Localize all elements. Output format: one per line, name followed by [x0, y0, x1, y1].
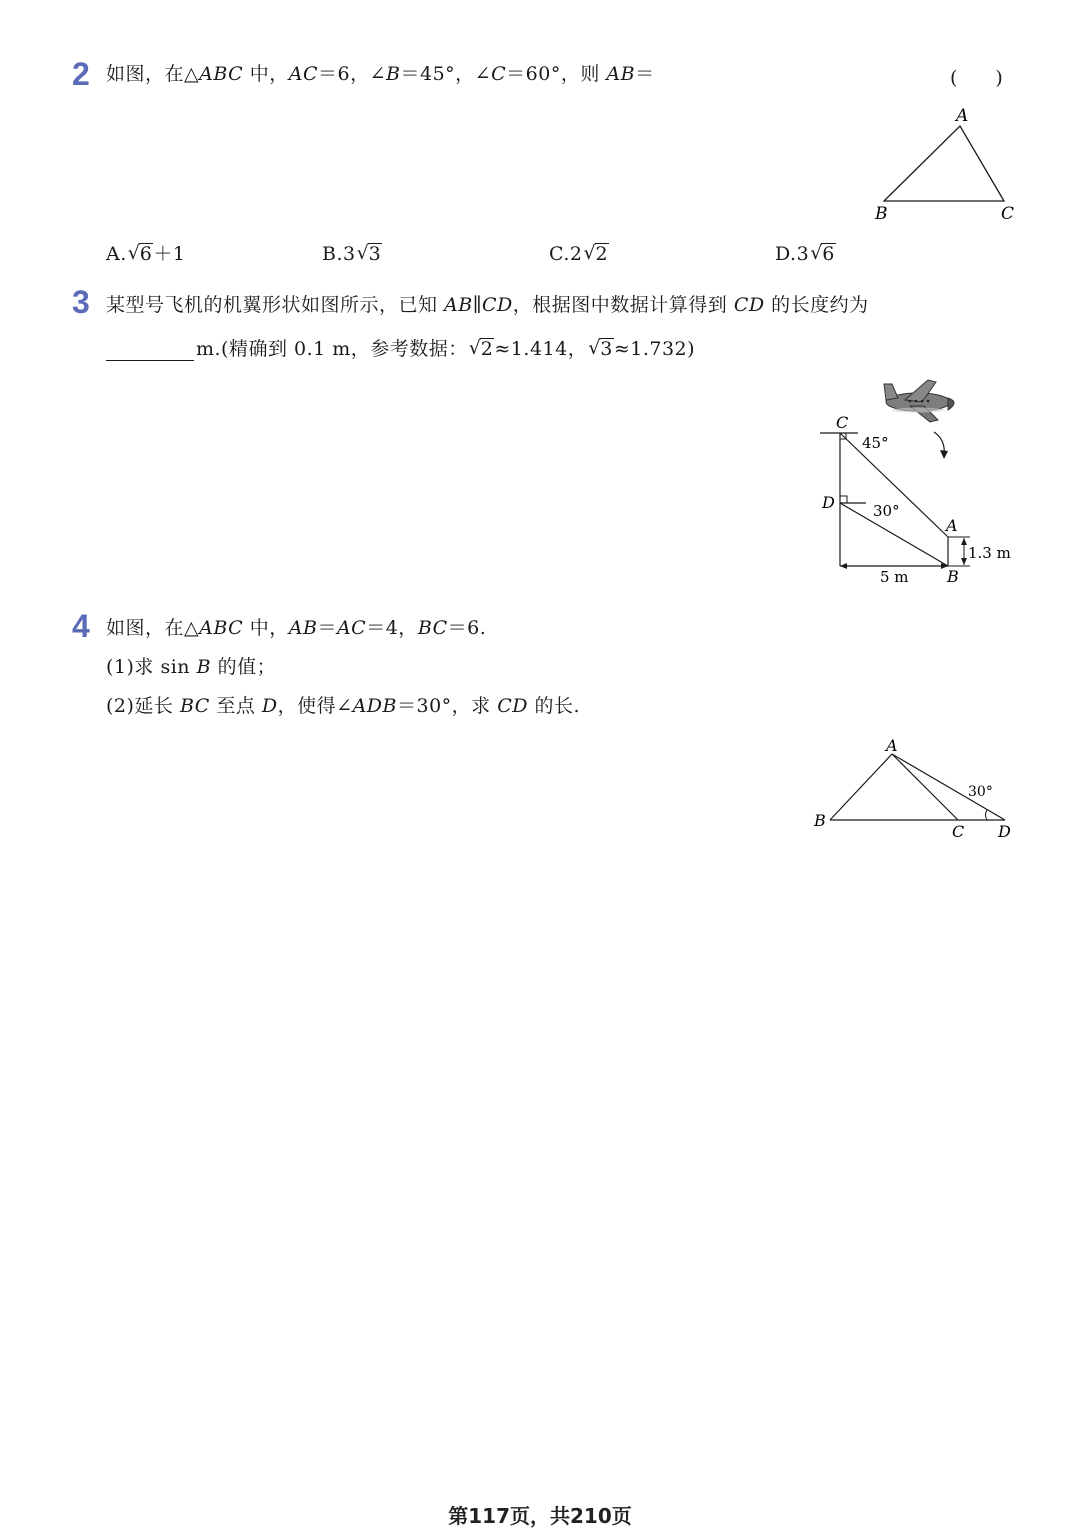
- option-c: C.2√ 2: [549, 242, 609, 266]
- q4-angle-label: 30°: [968, 784, 993, 800]
- question-4-part-2: (2)延长 BC 至点 D，使得∠ADB＝30°，求 CD 的长.: [106, 695, 581, 717]
- option-b: B.3√ 3: [322, 242, 382, 266]
- question-3-stem-line2: m.(精确到 0.1 m，参考数据：√ 2≈1.414，√ 3≈1.732): [106, 337, 695, 361]
- question-number-2: 2: [72, 56, 90, 92]
- q2-label-c: C: [1001, 204, 1015, 224]
- q3-angle-30: 30°: [873, 502, 900, 520]
- airplane-icon: [884, 380, 954, 422]
- q3-label-c: C: [836, 413, 849, 432]
- answer-blank[interactable]: [106, 342, 194, 361]
- question-number-4: 4: [72, 608, 90, 644]
- question-4-stem: 如图，在△ABC 中，AB＝AC＝4，BC＝6.: [106, 617, 487, 639]
- answer-bracket: ( ): [950, 67, 1003, 89]
- question-3-stem-line1: 某型号飞机的机翼形状如图所示，已知 AB∥CD，根据图中数据计算得到 CD 的长度约为: [106, 294, 869, 316]
- question-2-stem: 如图，在△ABC 中，AC＝6，∠B＝45°，∠C＝60°，则 AB＝: [106, 63, 655, 85]
- option-a: A.√ 6＋1: [106, 242, 185, 266]
- page-footer: 第117页，共210页: [448, 1504, 632, 1528]
- q2-triangle-figure: [860, 100, 1030, 230]
- q3-width-label: 5 m: [880, 568, 909, 586]
- option-d: D.3√ 6: [775, 242, 836, 266]
- q4-label-c: C: [952, 822, 965, 841]
- q3-label-b: B: [947, 567, 959, 586]
- q3-height-label: 1.3 m: [968, 544, 1011, 562]
- question-number-3: 3: [72, 284, 90, 320]
- q4-triangle-figure: [810, 735, 1030, 845]
- q3-angle-45: 45°: [862, 434, 889, 452]
- q4-label-a: A: [886, 736, 898, 755]
- q4-label-b: B: [814, 811, 826, 830]
- q2-label-b: B: [875, 204, 888, 224]
- q4-label-d: D: [998, 822, 1011, 841]
- question-4-part-1: (1)求 sin B 的值；: [106, 656, 277, 678]
- q3-wing-figure: [810, 370, 1025, 590]
- q3-label-a: A: [946, 516, 958, 535]
- q3-label-d: D: [822, 493, 835, 512]
- q2-label-a: A: [956, 106, 969, 126]
